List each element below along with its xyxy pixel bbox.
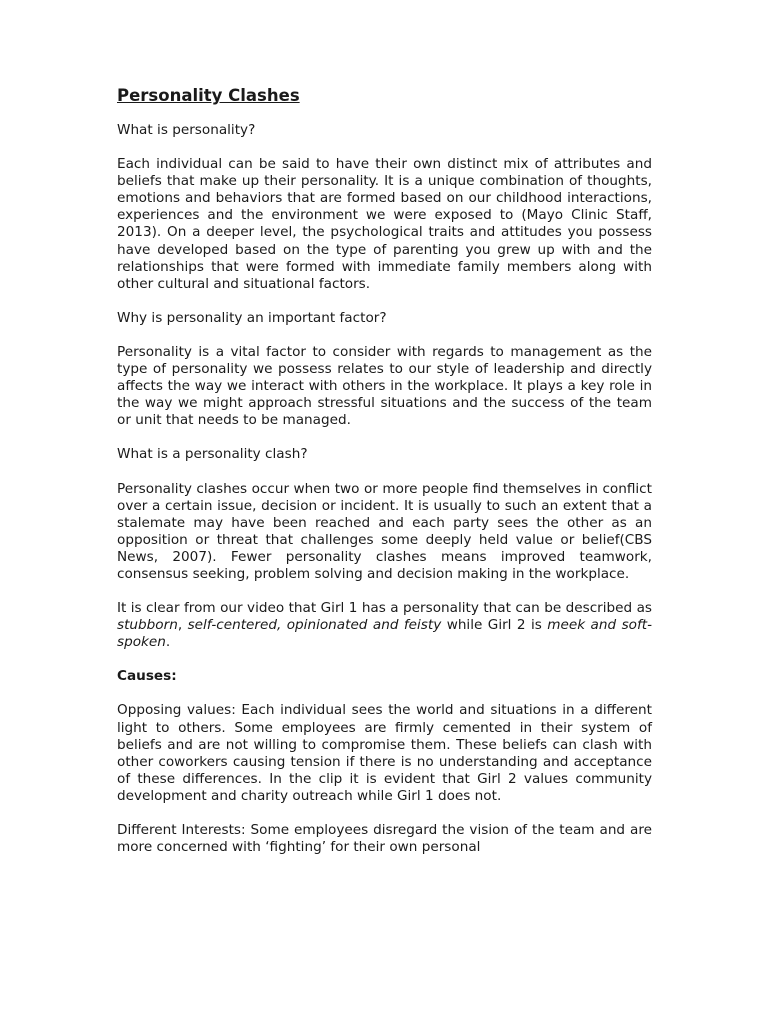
paragraph-clash-definition: Personality clashes occur when two or more people find themselves in conflict over a certain issue, decision or incident. It is usually to such an extent that a stalemate may have been reached and each party sees the other as an opposition or threat that challenges some deeply held value or belief(CBS News, 2007). Fewer personality clashes means improved teamwork, consensus seeking, problem solving and decision making in the workplace. bbox=[117, 480, 652, 582]
paragraph-video-description bbox=[117, 600, 652, 651]
paragraph-personality-definition: Each individual can be said to have their own distinct mix of attributes and beliefs that make up their personality. It is a unique combination of thoughts, emotions and behaviors that are formed based on our childhood interactions, experiences and the environment we were exposed to (Mayo Clinic Staff, 2013). On a deeper level, the psychological traits and attitudes you possess have developed based on the type of parenting you grew up with and the relationships that were formed with immediate family members along with other cultural and situational factors. bbox=[117, 156, 652, 292]
question-what-is-personality: What is personality? bbox=[117, 122, 256, 138]
paragraph-opposing-values: Opposing values: Each individual sees the world and situations in a different light to others. Some employees are firmly cemented in their system of beliefs and are not willing to compromise them. These beliefs can clash with other coworkers causing tension if there is no understanding and acceptance of these differences. In the clip it is evident that Girl 2 values community development and charity outreach while Girl 1 does not. bbox=[117, 702, 652, 804]
italic-traits-girl1: self-centered, opinionated and feisty bbox=[187, 617, 442, 634]
question-what-is-clash: What is a personality clash? bbox=[117, 446, 308, 463]
document-title: Personality Clashes bbox=[117, 86, 300, 105]
text-segment: It is clear from our video that Girl 1 has a personality that can be described as bbox=[117, 600, 652, 617]
document-page bbox=[117, 86, 652, 873]
question-why-important: Why is personality an important factor? bbox=[117, 309, 387, 326]
italic-stubborn: stubborn bbox=[117, 617, 178, 634]
text-segment: , bbox=[177, 617, 188, 634]
paragraph-different-interests: Different Interests: Some employees disregard the vision of the team and are more concerned with ‘fighting’ for their own personal bbox=[117, 822, 652, 856]
paragraph-importance: Personality is a vital factor to consider with regards to management as the type of personality we possess relates to our style of leadership and directly affects the way we interact with others in the workplace. It plays a key role in the way we might approach stressful situations and the success of the team or unit that needs to be managed. bbox=[117, 343, 652, 429]
italic-traits-girl2: meek and soft-spoken bbox=[117, 617, 652, 651]
causes-heading: Causes: bbox=[117, 668, 177, 685]
text-segment: while Girl 2 is bbox=[441, 617, 548, 634]
text-segment: . bbox=[165, 634, 171, 651]
